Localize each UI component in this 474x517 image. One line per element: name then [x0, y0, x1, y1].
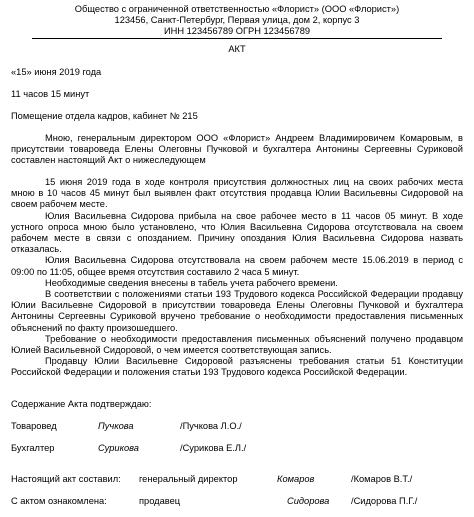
paragraph-rights-explained: Продавцу Юлии Васильевне Сидоровой разъяснены требования статьи 51 Конституции Российской Федерации и положения статьи 193 Трудового кодекса Российской Федерации.	[11, 356, 463, 378]
act-title: АКТ	[228, 44, 246, 54]
address-line: 123456, Санкт-Петербург, Первая улица, дом 2, корпус 3	[114, 15, 360, 25]
act-time: 11 часов 15 минут	[11, 89, 90, 99]
composed-position: генеральный директор	[139, 474, 238, 484]
confirm-role-merchandiser: Товаровед	[11, 421, 57, 431]
paragraph-absence-detected: 15 июня 2019 года в ходе контроля присутствия должностных лиц на своих рабочих места мною в 10 часов 45 минут был выявлен факт отсутствия продавца Юлии Васильевны Сидоровой на своем рабочем месте.	[11, 177, 463, 210]
paragraph-requirement-handed: В соответствии с положениями статьи 193 Трудового кодекса Российской Федерации продавцу Юлии Васильевне Сидоровой в присутствии товароведа Елены Олеговны Пучковой и бухгалтера Антонины Сергеевны Суриковой вручено требование о необходимости предоставления письменных объяснений по факту произошедшего.	[11, 289, 463, 333]
name-merchandiser: /Пучкова Л.О./	[180, 421, 242, 431]
paragraph-arrival: Юлия Васильевна Сидорова прибыла на свое рабочее место в 11 часов 05 минут. В ходе устного опроса мною было установлено, что Юлия Васильевна Сидорова отсутствовала на своем рабочем месте в связи с опозданием. Причину опоздания Юлия Васильевна Сидорова назвать отказалась.	[11, 210, 463, 255]
paragraph-timesheet: Необходимые сведения внесены в табель учета рабочего времени.	[45, 277, 338, 288]
header-divider	[32, 38, 442, 39]
acquainted-name: /Сидорова П.Г./	[351, 496, 418, 506]
ids-line: ИНН 123456789 ОГРН 123456789	[163, 26, 311, 36]
signature-merchandiser: Пучкова	[98, 421, 134, 431]
body-paragraphs	[11, 177, 463, 379]
intro-text: Мною, генеральным директором ООО «Флорист» Андреем Владимировичем Комаровым, в присутствии товароведа Елены Олеговны Пучковой и бухгалтера Антонины Сергеевны Суриковой составлен настоящий Акт о нижеследующем	[11, 133, 463, 166]
paragraph-requirement-received: Требование о необходимости предоставления письменных объяснений получено продавцом Юлией Васильевной Сидоровой, о чем имеется соответствующая запись.	[11, 333, 463, 356]
intro-paragraph	[11, 133, 463, 167]
composed-label: Настоящий акт составил:	[11, 474, 121, 484]
acquainted-position: продавец	[139, 496, 181, 506]
org-name-line: Общество с ограниченной ответственностью «Флорист» (ООО «Флорист»)	[74, 4, 400, 14]
acquainted-signature: Сидорова	[287, 496, 330, 506]
paragraph-absence-period: Юлия Васильевна Сидорова отсутствовала на своем рабочем месте 15.06.2019 в период с 09:00 по 11:05, общее время отсутствия составило 2 часа 5 минут.	[11, 255, 463, 277]
act-date: «15» июня 2019 года	[11, 67, 102, 77]
composed-name: /Комаров В.Т./	[351, 474, 413, 484]
act-place: Помещение отдела кадров, кабинет № 215	[11, 111, 198, 121]
confirm-role-accountant: Бухгалтер	[11, 443, 55, 453]
acquainted-label: С актом ознакомлена:	[11, 496, 107, 506]
signature-accountant: Сурикова	[98, 443, 139, 453]
confirm-heading: Содержание Акта подтверждаю:	[11, 399, 152, 409]
composed-signature: Комаров	[277, 474, 315, 484]
name-accountant: /Сурикова Е.Л./	[180, 443, 247, 453]
